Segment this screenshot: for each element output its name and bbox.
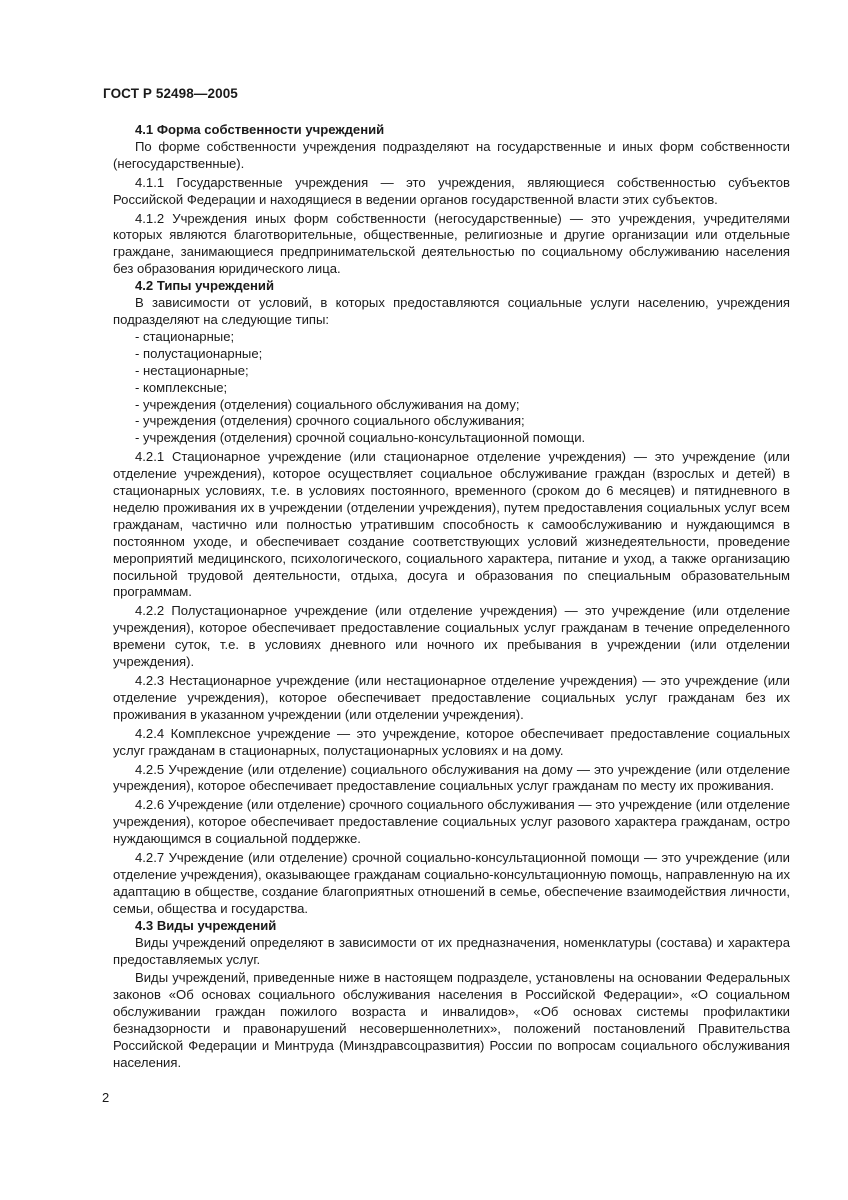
paragraph: 4.2.4 Комплексное учреждение — это учреждение, которое обеспечивает предоставление социальных услуг гражданам в стационарных, полустационарных условиях и на дому. — [113, 725, 790, 758]
section-heading: 4.3 Виды учреждений — [135, 917, 277, 933]
paragraph: Виды учреждений, приведенные ниже в настоящем подразделе, установлены на основании Федеральных законов «Об основах социального обслуживания населения в Российской Федерации», «О социальном обслуживании граждан пожилого возраста и инвалидов», «Об основах системы профилактики безнадзорности и правонарушений несовершеннолетних», положений постановлений Правительства Российской Федерации и Минтруда (Минздравсоцразвития) России по вопросам социального обслуживания населения. — [113, 970, 790, 1070]
list-item: - нестационарные; — [135, 362, 249, 378]
document-header: ГОСТ Р 52498—2005 — [103, 86, 238, 101]
list-item: - учреждения (отделения) социального обслуживания на дому; — [135, 396, 520, 412]
page-number: 2 — [102, 1090, 110, 1105]
section-heading: 4.1 Форма собственности учреждений — [135, 122, 385, 137]
paragraph: 4.2.1 Стационарное учреждение (или стационарное отделение учреждения) — это учреждение (или отделение учреждения), которое осуществляет социальное обслуживание граждан (взрослых и детей) в стационарных условиях, т.е. в условиях постоянного, временного (сроком до 6 месяцев) и пятидневного в неделю проживания их в учреждении (отделении учреждения), путем предоставления социальных услуг всем гражданам, частично или полностью утратившим способность к самообслуживанию и нуждающимся в постоянном уходе, и обеспечивает создание соответствующих условий жизнедеятельности, проведение мероприятий медицинского, психологического, социального характера, питание и уход, а также организацию посильной трудовой деятельности, отдыха, досуга и образования по специальным образовательным программам. — [113, 449, 790, 600]
paragraph: 4.2.3 Нестационарное учреждение (или нестационарное отделение учреждения) — это учреждение (или отделение учреждения), которое обеспечивает предоставление социальных услуг гражданам без их проживания в указанном учреждении (или отделении учреждения). — [113, 673, 790, 722]
section-heading: 4.2 Типы учреждений — [135, 278, 274, 294]
document-body — [113, 122, 790, 1072]
paragraph: В зависимости от условий, в которых предоставляются социальные услуги населению, учреждения подразделяют на следующие типы: — [113, 295, 790, 327]
paragraph: 4.2.6 Учреждение (или отделение) срочного социального обслуживания — это учреждение (или отделение учреждения), которое обеспечивает предоставление социальных услуг разового характера гражданам, остро нуждающимся в социальной поддержке. — [113, 797, 790, 847]
paragraph: 4.1.1 Государственные учреждения — это учреждения, являющиеся собственностью субъектов Российской Федерации и находящиеся в ведении органов государственной власти этих субъектов. — [113, 174, 790, 207]
list-item: - учреждения (отделения) срочного социального обслуживания; — [135, 413, 525, 429]
paragraph: 4.2.7 Учреждение (или отделение) срочной социально-консультационной помощи — это учреждение (или отделение учреждения), оказывающее гражданам социально-консультационную помощь, направленную на их адаптацию в обществе, создание благоприятных отношений в семье, обеспечение взаимодействия личности, семьи, общества и государства. — [113, 850, 790, 916]
list-item: - комплексные; — [135, 379, 228, 395]
paragraph: Виды учреждений определяют в зависимости от их предназначения, номенклатуры (состава) и характера предоставляемых услуг. — [113, 934, 790, 967]
paragraph: 4.1.2 Учреждения иных форм собственности (негосударственные) — это учреждения, учредителями которых являются благотворительные, общественные, религиозные и другие организации или отдельные граждане, занимающиеся предпринимательской деятельностью по социальному обслуживанию населения без образования юридического лица. — [113, 210, 790, 277]
list-item: - стационарные; — [135, 328, 235, 344]
list-item: - учреждения (отделения) срочной социально-консультационной помощи. — [135, 430, 586, 446]
paragraph: 4.2.5 Учреждение (или отделение) социального обслуживания на дому — это учреждение (или отделение учреждения), которое обеспечивает предоставление социальных услуг гражданам по месту их проживания. — [113, 761, 790, 794]
paragraph: По форме собственности учреждения подразделяют на государственные и иных форм собственности (негосударственные). — [113, 138, 790, 171]
paragraph: 4.2.2 Полустационарное учреждение (или отделение учреждения) — это учреждение (или отделение учреждения), которое обеспечивает предоставление социальных услуг гражданам в течение определенного времени суток, т.е. в условиях дневного или ночного их пребывания в учреждении (или отделении учреждения). — [113, 603, 790, 670]
list-item: - полустационарные; — [135, 345, 263, 361]
